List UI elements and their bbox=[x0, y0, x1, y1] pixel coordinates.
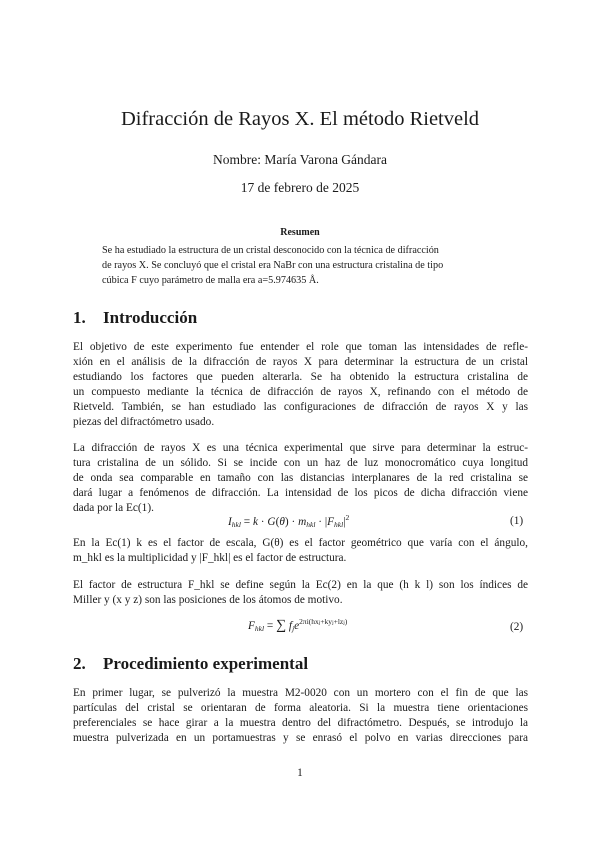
equation-number-1: (1) bbox=[510, 515, 524, 527]
paragraph-line: piezas del difractómetro usado. bbox=[73, 416, 215, 428]
paragraph-line: Rietveld. También, se han estudiado las configuraciones de difracción de rayos X y las bbox=[73, 401, 528, 413]
section-title: Introducción bbox=[103, 308, 198, 327]
paragraph-line: En primer lugar, se pulverizó la muestra M2-0020 con un mortero con el fin de que las bbox=[73, 687, 528, 699]
paragraph-line: tura cristalina de un sólido. Si se incide con un haz de luz monocromático cuya longitud bbox=[73, 457, 528, 469]
date-line: 17 de febrero de 2025 bbox=[240, 180, 360, 195]
equation-2: $F_{hkl}$ = ∑ $f_je^{2\pi i(hxj+kyj+lzj)}$ bbox=[248, 617, 348, 633]
paragraph-line: m_hkl es la multiplicidad y |F_hkl| es el factor de estructura. bbox=[73, 552, 347, 564]
paragraph-line: estudiando los factores que pueden alterarla. Se ha obtenido la estructura cristalina de bbox=[73, 371, 528, 383]
abstract-line: cúbica F cuyo parámetro de malla era a=5.974635 Å. bbox=[102, 275, 319, 286]
paragraph-line: dada por la Ec(1). bbox=[73, 502, 154, 514]
paragraph-line: El objetivo de este experimento fue entender el role que toman las intensidades de refle- bbox=[73, 341, 528, 353]
equation-number-2: (2) bbox=[510, 621, 524, 633]
abstract-line: de rayos X. Se concluyó que el cristal era NaBr con una estructura cristalina de tipo bbox=[102, 260, 444, 271]
paragraph-line: preferenciales se hace girar a la muestra dentro del difractómetro. Después, se introdujo la bbox=[73, 717, 528, 729]
equation-1: $I_{hkl} = k \cdot G(\theta) \cdot m_{hkl} \cdot |F_{hkl}|^2$ bbox=[228, 513, 350, 529]
paragraph-line: La difracción de rayos X es una técnica experimental que sirve para determinar la estruc- bbox=[73, 442, 528, 454]
paragraph-line: El factor de estructura F_hkl se define según la Ec(2) en la que (h k l) son los índices de bbox=[73, 579, 528, 591]
page-number: 1 bbox=[297, 767, 303, 779]
section-heading-2 bbox=[73, 654, 308, 674]
paragraph-line: muestra pulverizada en un portamuestras y se enrasó el polvo en varias direcciones para bbox=[73, 732, 528, 744]
paragraph-line: xión en el análisis de la difracción de rayos X para determinar la estructura de un cristal bbox=[73, 356, 528, 368]
section-number: 2. bbox=[73, 654, 86, 673]
paragraph-line: de onda sea comparable en tamaño con las distancias interplanares de la red cristalina se bbox=[73, 472, 528, 484]
abstract-heading: Resumen bbox=[280, 227, 320, 238]
author-line: Nombre: María Varona Gándara bbox=[212, 152, 388, 167]
paper-title: Difracción de Rayos X. El método Rietveld bbox=[120, 108, 480, 130]
paragraph-line: un compuesto mediante la técnica de difracción de rayos X, refinando con el método de bbox=[73, 386, 528, 398]
paragraph-line: partículas del cristal se orientaran de forma aleatoria. Si la muestra tiene orientaciones bbox=[73, 702, 528, 714]
section-number: 1. bbox=[73, 308, 86, 327]
paragraph-line: Miller y (x y z) son las posiciones de los átomos de motivo. bbox=[73, 594, 343, 606]
section-heading-1 bbox=[73, 308, 197, 328]
abstract-line: Se ha estudiado la estructura de un cristal desconocido con la técnica de difracción bbox=[102, 245, 439, 256]
paragraph-line: dará lugar a fenómenos de difracción. La intensidad de los picos de dicha difracción viene bbox=[73, 487, 528, 499]
section-title: Procedimiento experimental bbox=[103, 654, 309, 673]
paragraph-line: En la Ec(1) k es el factor de escala, G(θ) es el factor geométrico que varía con el ángulo, bbox=[73, 537, 528, 549]
